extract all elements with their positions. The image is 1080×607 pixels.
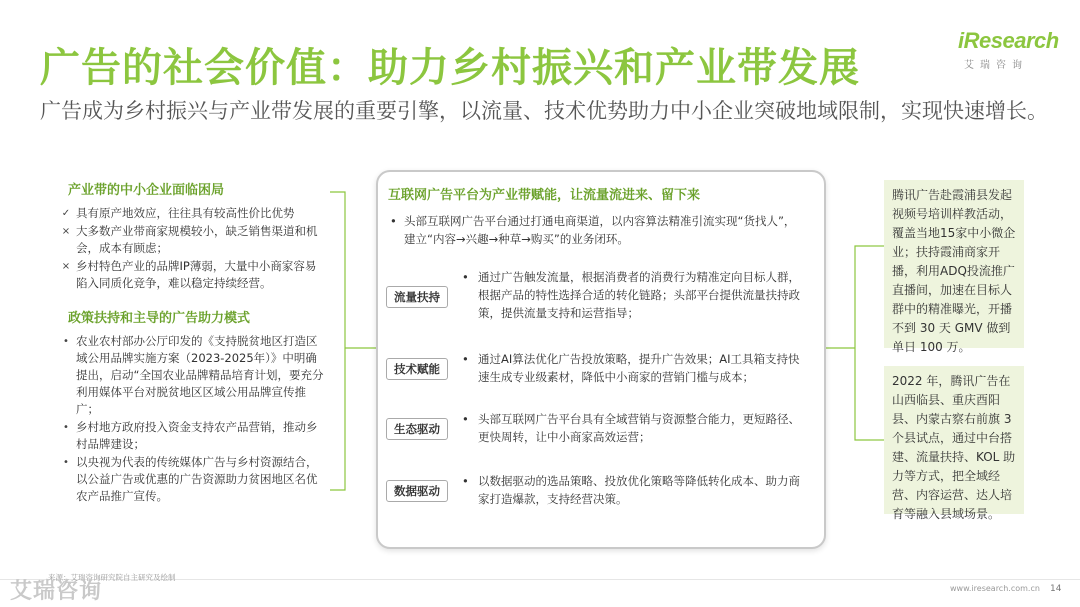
row-text-traffic-support: • 通过广告触发流量，根据消费者的消费行为精准定向目标人群，根据产品的特性选择合适的转化链路；头部平台提供流量扶持政策，提供流量支持和运营指导； [462,270,800,320]
bullet-icon: • [462,474,469,488]
page-subtitle: 广告成为乡村振兴与产业带发展的重要引擎，以流量、技术优势助力中小企业突破地域限制，实现快速增长。 [40,99,1048,123]
cross-icon: × [61,261,71,272]
center-card-intro: • 头部互联网广告平台通过打通电商渠道，以内容算法精准引流实现“货找人”，建立“内容→兴趣→种草→购买”的业务闭环。 [390,214,796,246]
dilemma-list [56,205,326,292]
list-item: × 大多数产业带商家规模较小，缺乏销售渠道和机会，成本有顾虑； [61,224,318,255]
bullet-icon: • [390,214,397,228]
cross-icon: × [61,226,71,237]
label-ecosystem-driven: 生态驱动 [386,418,448,440]
bullet-icon: • [63,336,69,347]
bullet-icon: • [63,422,69,433]
center-card [376,170,826,549]
page-number: 14 [1050,584,1062,594]
logo-mark: iResearch [958,28,1059,53]
left-column [56,182,326,523]
row-text-ecosystem-driven: • 头部互联网广告平台具有全域营销与资源整合能力，更短路径、更快周转，让中小商家高效运营； [462,412,800,444]
bullet-icon: • [462,270,469,284]
case-box-pilot-counties: 2022 年，腾讯广告在山西临县、重庆酉阳县、内蒙古察右前旗 3 个县试点，通过中台搭建、流量扶持、KOL 助力等方式，把全域经营、内容运营、达人培育等融入县域场景。 [884,366,1024,514]
footer-url: www.iresearch.com.cn [950,584,1040,593]
list-item: ✓ 具有原产地效应，往往具有较高性价比优势 [61,206,295,220]
list-item: × 乡村特色产业的品牌IP薄弱，大量中小商家容易陷入同质化竞争，难以稳定持续经营。 [61,259,317,290]
label-tech-empower: 技术赋能 [386,358,448,380]
row-text-data-driven: • 以数据驱动的选品策略、投放优化策略等降低转化成本、助力商家打造爆款，支持经营决策。 [462,474,800,506]
label-data-driven: 数据驱动 [386,480,448,502]
row-text-tech-empower: • 通过AI算法优化广告投放策略，提升广告效果；AI工具箱支持快速生成专业级素材，降低中小商家的营销门槛与成本； [462,352,800,384]
iresearch-logo [958,28,1058,72]
center-card-heading: 互联网广告平台为产业带赋能，让流量流进来、留下来 [388,188,701,203]
check-icon: ✓ [61,208,71,219]
bullet-icon: • [462,352,469,366]
bullet-icon: • [63,457,69,468]
case-box-xiapu: 腾讯广告赴霞浦县发起视频号培训样教活动，覆盖当地15家中小微企业；扶持霞浦商家开播，利用ADQ投流推广直播间，加速在目标人群中的精准曝光，开播不到 30 天 GMV 做到单日 100 万。 [884,180,1024,348]
page-title: 广告的社会价值：助力乡村振兴和产业带发展 [40,45,860,91]
list-item: • 乡村地方政府投入资金支持农产品营销，推动乡村品牌建设； [56,419,326,453]
logo-subtext: 艾瑞咨询 [964,60,1028,71]
source-note: 来源：艾瑞咨询研究院自主研究及绘制 [48,573,176,582]
watermark: 艾瑞咨询 [10,579,103,604]
section-heading-dilemma: 产业带的中小企业面临困局 [68,183,225,198]
list-item: • 农业农村部办公厅印发的《支持脱贫地区打造区域公用品牌实施方案（2023-2025年）》中明确提出，启动“全国农业品牌精品培育计划，要充分利用媒体平台对脱贫地区区域公用品牌宣传推广； [56,333,326,418]
bullet-icon: • [462,412,469,426]
label-traffic-support: 流量扶持 [386,286,448,308]
list-item: • 以央视为代表的传统媒体广告与乡村资源结合，以公益广告或优惠的广告资源助力贫困地区名优农产品推广宣传。 [56,454,326,505]
policy-list [56,333,326,505]
section-heading-policy: 政策扶持和主导的广告助力模式 [68,311,251,326]
